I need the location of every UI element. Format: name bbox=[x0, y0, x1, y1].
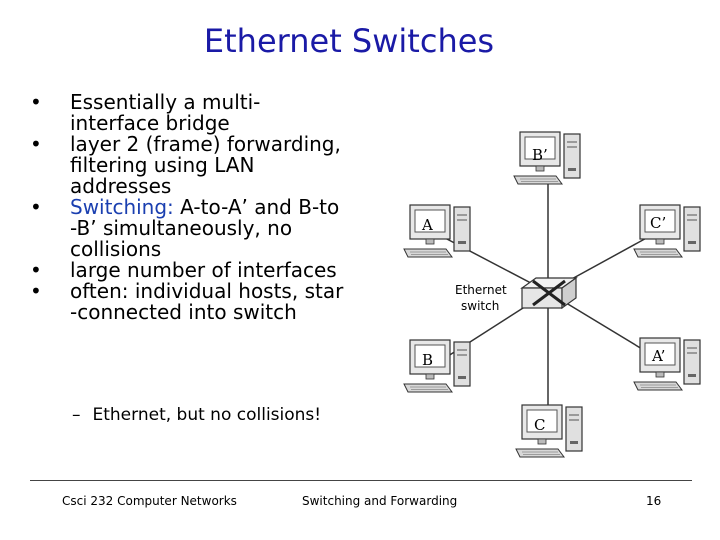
host-label: A bbox=[422, 216, 433, 234]
host-label: B’ bbox=[532, 146, 548, 164]
bullet-marker: • bbox=[30, 90, 42, 114]
host-b bbox=[404, 340, 470, 392]
host-c-prime bbox=[634, 205, 700, 257]
bullet-marker: • bbox=[30, 258, 42, 282]
switch-label-line1: Ethernet bbox=[455, 283, 507, 297]
switch-label-line2: switch bbox=[461, 299, 500, 313]
bullet-text: large number of interfaces bbox=[70, 258, 337, 282]
footer-topic: Switching and Forwarding bbox=[302, 494, 458, 508]
bullet-text: Essentially a multi- interface bridge bbox=[70, 90, 261, 135]
host-label: C bbox=[534, 416, 546, 434]
host-label: C’ bbox=[650, 214, 667, 232]
bullet-text: layer 2 (frame) forwarding, filtering using LAN addresses bbox=[70, 132, 341, 198]
host-a-prime bbox=[634, 338, 700, 390]
host-a bbox=[404, 205, 470, 257]
footer-divider bbox=[30, 480, 692, 481]
bullet-text-rest: A-to-A’ and B-to -B’ simultaneously, no collisions bbox=[70, 195, 340, 261]
footer-course: Csci 232 Computer Networks bbox=[62, 494, 237, 508]
bullet-highlight: Switching: bbox=[70, 195, 174, 219]
bullet-marker: • bbox=[30, 279, 42, 303]
slide-title: Ethernet Switches bbox=[203, 22, 495, 60]
bullet-marker: • bbox=[30, 195, 42, 219]
sub-bullet-text: Ethernet, but no collisions! bbox=[92, 405, 322, 425]
switch-icon bbox=[522, 278, 576, 308]
host-label: B bbox=[422, 351, 434, 369]
bullet-text: often: individual hosts, star -connected into switch bbox=[70, 279, 344, 324]
host-label: A’ bbox=[652, 347, 666, 365]
sub-bullet-marker: – bbox=[72, 405, 81, 425]
page-number: 16 bbox=[646, 494, 662, 508]
bullet-marker: • bbox=[30, 132, 42, 156]
host-c bbox=[516, 405, 582, 457]
